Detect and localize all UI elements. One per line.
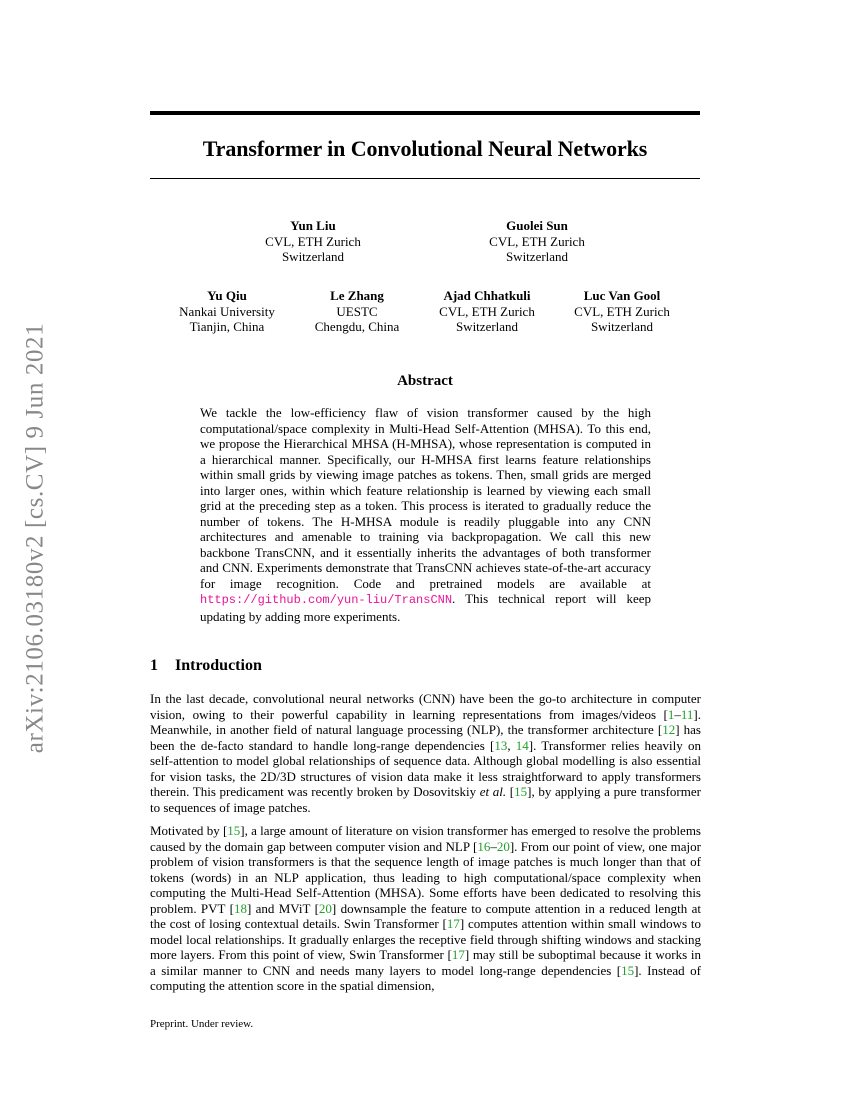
section-title: Introduction <box>175 657 262 674</box>
citation-link[interactable]: 17 <box>451 947 465 962</box>
citation-link[interactable]: 16 <box>477 838 491 854</box>
author-location: Chengdu, China <box>314 319 400 334</box>
citation-link[interactable]: 15 <box>514 784 528 799</box>
abstract-body <box>200 405 651 624</box>
title-rule-bottom <box>150 178 700 179</box>
code-link[interactable]: https://github.com/yun-liu/TransCNN <box>200 593 453 607</box>
arxiv-stamp <box>10 290 60 785</box>
citation-link[interactable]: 13 <box>494 737 508 753</box>
author-name: Yu Qiu <box>207 288 247 303</box>
intro-paragraph-1: In the last decade, convolutional neural networks (CNN) have been the go-to architecture in computer vision, owing to their powerful capability in learning representations from images/videos [1–11]. Meanwhile, in another field of natural language processing (NLP), the transformer architecture [12] has been the de-facto standard to handle long-range dependencies [13, 14]. Transformer relies heavily on self-attention to model global relationships of sequence data. Although global modelling is also essential for vision tasks, the 2D/3D structures of vision data make it less straightforward to apply transformers therein. This predicament was recently broken by Dosovitskiy et al. [15], by applying a pure transformer to sequences of image patches. <box>150 691 701 815</box>
citation-link[interactable]: 15 <box>621 962 635 978</box>
citation-link[interactable]: 17 <box>446 916 460 931</box>
author-name: Guolei Sun <box>506 218 568 233</box>
author-affiliation: CVL, ETH Zurich <box>265 233 361 249</box>
section-heading <box>150 657 262 675</box>
intro-paragraph-2: Motivated by [15], a large amount of literature on vision transformer has emerged to resolve the problems caused by the domain gap between computer vision and NLP [16–20]. From our point of view, one major problem of vision transformers is that the sequence length of image patches is much longer than that of tokens (words) in an NLP application, thus leading to high computational/space complexity when computing the Multi-Head Self-Attention (MHSA). Some efforts have been dedicated to resolving this problem. PVT [18] and MViT [20] downsample the feature to compute attention in a reduced length at the cost of losing contextual details. Swin Transformer [17] computes attention within small windows to model local relationships. It gradually enlarges the receptive field through shifting windows and stacking more layers. From this point of view, Swin Transformer [17] may still be suboptimal because it works in a similar manner to CNN and needs many layers to model long-range dependencies [15]. Instead of computing the attention score in the spatial dimension, <box>150 823 702 993</box>
author-name: Luc Van Gool <box>583 288 661 303</box>
author-location: Tianjin, China <box>189 319 265 334</box>
author-location: Switzerland <box>455 319 519 334</box>
author-name: Le Zhang <box>330 288 384 303</box>
citation-link[interactable]: 18 <box>233 900 247 916</box>
author-block <box>457 218 617 265</box>
footer-note: Preprint. Under review. <box>150 1018 254 1030</box>
author-affiliation: CVL, ETH Zurich <box>574 303 670 319</box>
abstract-text-end: . This technical report will keep updating by adding more experiments. <box>200 591 651 624</box>
author-name: Yun Liu <box>290 218 336 233</box>
author-name: Ajad Chhatkuli <box>443 288 531 303</box>
citation-link[interactable]: 15 <box>227 823 241 838</box>
citation-link[interactable]: 14 <box>515 737 529 753</box>
citation-link[interactable]: 20 <box>496 838 510 854</box>
citation-link[interactable]: 1 <box>667 706 675 722</box>
author-block <box>542 288 702 335</box>
abstract-text: We tackle the low-efficiency flaw of vision transformer caused by the high computational/space complexity in Multi-Head Self-Attention (MHSA). To this end, we propose the Hierarchical MHSA (H-MHSA), whose representation is computed in a hierarchical manner. Specifically, our H-MHSA first learns feature relationships within small grids by viewing image patches as tokens. Then, small grids are merged into larger ones, within which feature relationship is learned by viewing each small grid at the preceding step as a token. This process is iterated to gradually reduce the number of tokens. The H-MHSA module is readily pluggable into any CNN architectures and amenable to training via backpropagation. We call this new backbone TransCNN, and it essentially inherits the advantages of both transformer and CNN. Experiments demonstrate that TransCNN achieves state-of-the-art accuracy for image recognition. Code and pretrained models are available at <box>200 405 651 591</box>
author-affiliation: CVL, ETH Zurich <box>439 303 535 319</box>
paper-title: Transformer in Convolutional Neural Networks <box>202 136 648 161</box>
author-block <box>233 218 393 265</box>
section-number: 1 <box>150 657 158 674</box>
abstract-heading: Abstract <box>397 373 453 389</box>
title-rule-top <box>150 111 700 115</box>
citation-link[interactable]: 11 <box>680 706 694 722</box>
citation-link[interactable]: 20 <box>318 900 332 916</box>
author-location: Switzerland <box>505 249 569 264</box>
arxiv-stamp-text: arXiv:2106.03180v2 [cs.CV] 9 Jun 2021 <box>21 322 49 753</box>
author-affiliation: CVL, ETH Zurich <box>489 233 585 249</box>
author-location: Switzerland <box>281 249 345 264</box>
emphasis-text: et al. <box>479 784 507 799</box>
author-location: Switzerland <box>590 319 654 334</box>
citation-link[interactable]: 12 <box>662 722 676 737</box>
author-affiliation: UESTC <box>336 303 378 319</box>
author-affiliation: Nankai University <box>179 303 275 319</box>
